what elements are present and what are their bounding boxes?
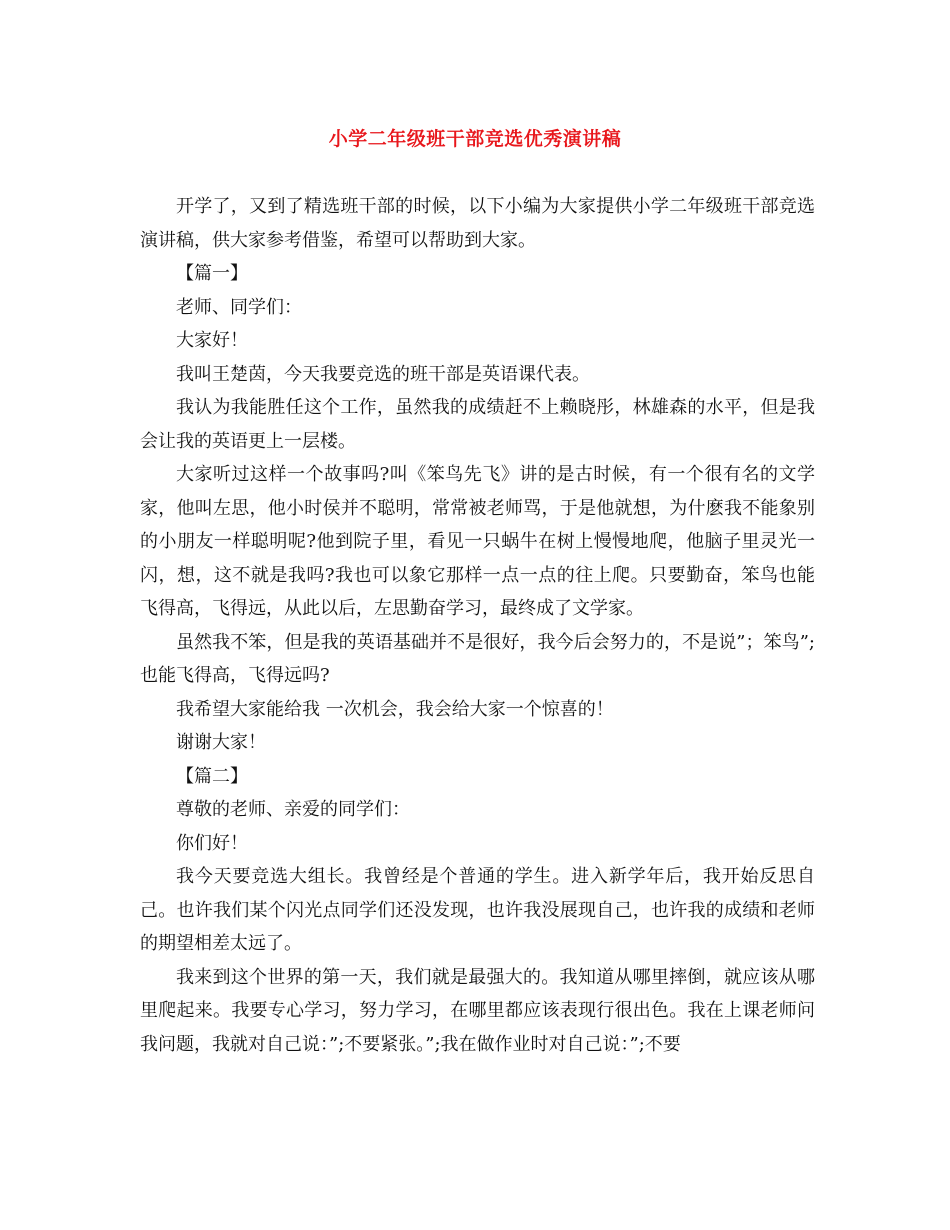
body-paragraph: 虽然我不笨，但是我的英语基础并不是很好，我今后会努力的，不是说”；笨鸟”;也能飞得高，飞得远吗? xyxy=(140,631,815,686)
body-paragraph: 我认为我能胜任这个工作，虽然我的成绩赶不上赖晓彤，林雄森的水平，但是我会让我的英语更上一层楼。 xyxy=(140,397,815,452)
intro-paragraph: 开学了，又到了精选班干部的时候，以下小编为大家提供小学二年级班干部竞选演讲稿，供大家参考借鉴，希望可以帮助到大家。 xyxy=(140,196,815,251)
body-paragraph: 我今天要竞选大组长。我曾经是个普通的学生。进入新学年后，我开始反思自己。也许我们某个闪光点同学们还没发现，也许我没展现自己，也许我的成绩和老师的期望相差太远了。 xyxy=(140,866,815,954)
section-heading-1: 【篇一】 xyxy=(176,263,248,284)
document-body xyxy=(140,190,815,1061)
salutation-2: 尊敬的老师、亲爱的同学们： xyxy=(176,799,410,820)
closing-1: 谢谢大家！ xyxy=(176,732,266,753)
body-paragraph: 我希望大家能给我 一次机会，我会给大家一个惊喜的！ xyxy=(176,698,614,720)
salutation-1: 老师、同学们： xyxy=(176,296,302,318)
body-paragraph: 我叫王楚茵，今天我要竞选的班干部是英语课代表。 xyxy=(176,363,590,385)
greeting-2: 你们好！ xyxy=(176,832,248,854)
body-paragraph: 我来到这个世界的第一天，我们就是最强大的。我知道从哪里摔倒，就应该从哪里爬起来。我要专心学习，努力学习，在哪里都应该表现行很出色。我在上课老师问我问题，我就对自己说：”;不要紧张。”;我在做作业时对自己说：”;不要 xyxy=(140,966,815,1055)
greeting-1: 大家好！ xyxy=(176,330,248,351)
section-heading-2: 【篇二】 xyxy=(176,765,248,787)
document-title: 小学二年级班干部竞选优秀演讲稿 xyxy=(328,128,622,150)
body-paragraph: 大家听过这样一个故事吗?叫《笨鸟先飞》讲的是古时候，有一个很有名的文学家，他叫左思，他小时侯并不聪明，常常被老师骂，于是他就想，为什麽我不能象别的小朋友一样聪明呢?他到院子里，看见一只蜗牛在树上慢慢地爬，他脑子里灵光一闪，想，这不就是我吗?我也可以象它那样一点一点的往上爬。只要勤奋，笨鸟也能飞得高，飞得远，从此以后，左思勤奋学习，最终成了文学家。 xyxy=(140,464,815,619)
